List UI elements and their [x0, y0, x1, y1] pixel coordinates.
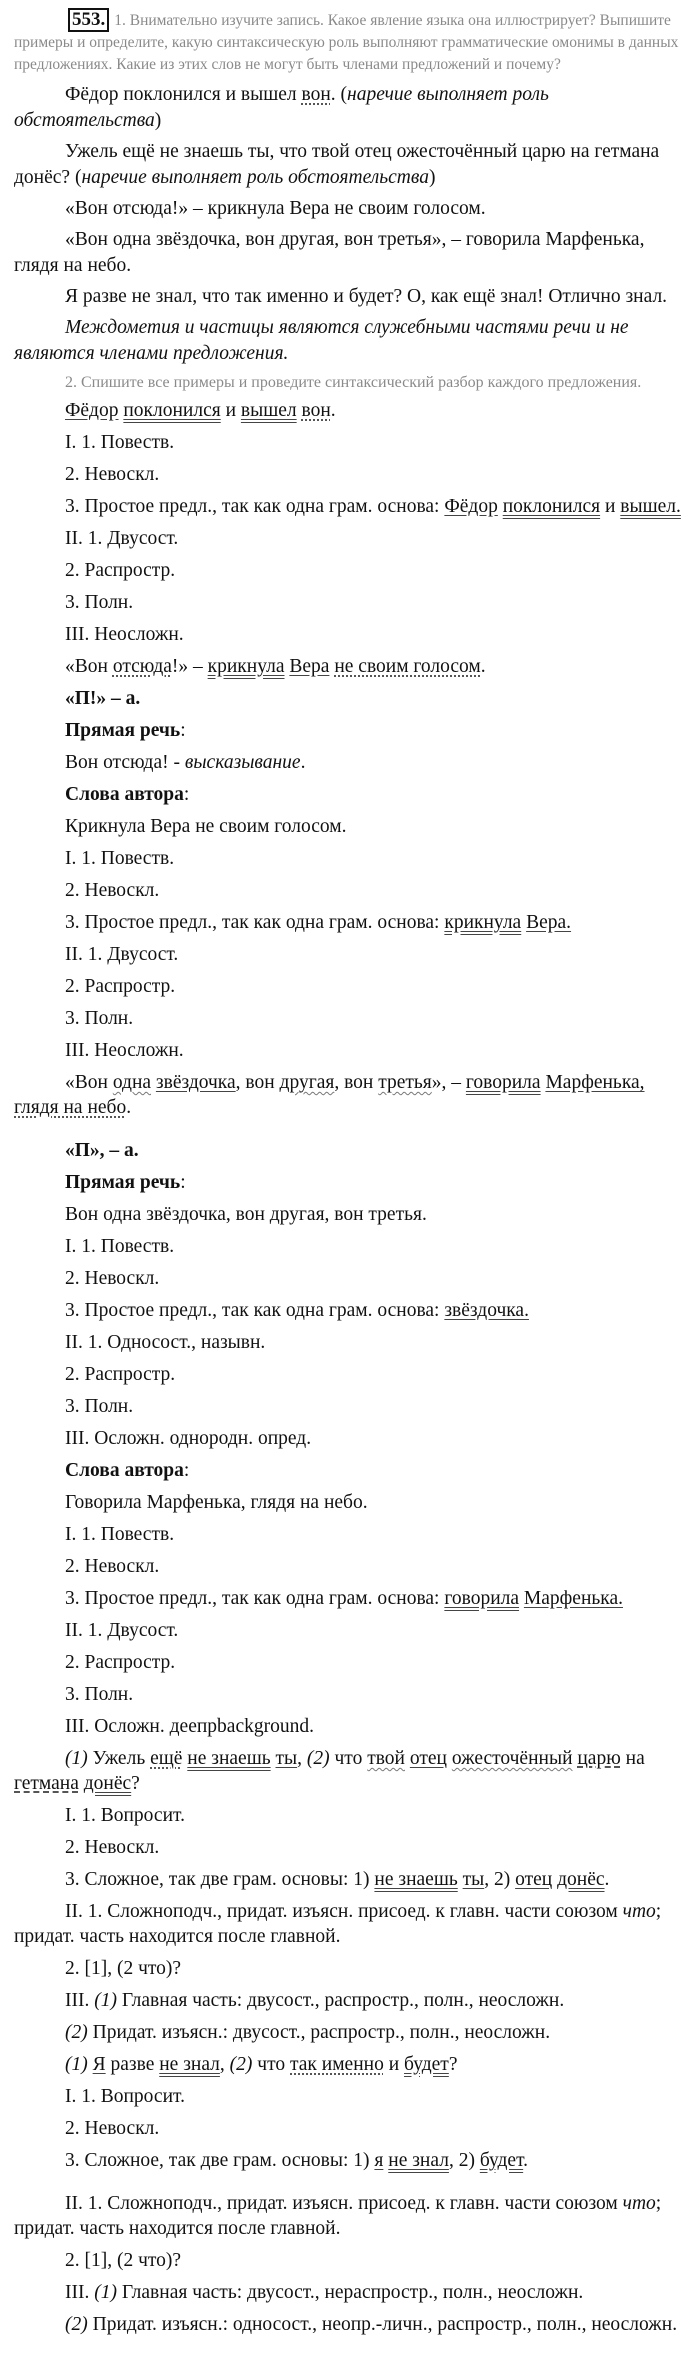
text-segment: : — [180, 1172, 186, 1193]
analysis-line — [14, 2312, 692, 2337]
text-segment: Крикнула Вера не своим голосом. — [65, 816, 347, 837]
text-segment: !» – — [171, 656, 208, 677]
text-segment: . — [126, 1097, 132, 1118]
text-segment: ; придат. часть находится после главной. — [14, 1901, 662, 1947]
text-segment: », – — [431, 1072, 466, 1093]
marked-text-u: отец — [515, 1869, 553, 1890]
text-segment: , вон — [235, 1072, 280, 1093]
analysis-line — [14, 590, 692, 615]
analysis-line — [14, 1070, 692, 1120]
example-paragraph — [14, 82, 692, 134]
text-segment: 3. Простое предл., так как одна грам. основа: — [65, 1588, 445, 1609]
analysis-line — [14, 878, 692, 903]
marked-text-uu: говорила — [465, 1072, 541, 1093]
text-segment: 3. Простое предл., так как одна грам. основа: — [65, 1300, 445, 1321]
analysis-line — [14, 1362, 692, 1387]
marked-text-uu: говорила — [444, 1588, 520, 1609]
text-segment: III. Осложн. деепрbackground. — [65, 1716, 314, 1737]
analysis-line — [14, 2248, 692, 2273]
text-segment: , 2) — [484, 1869, 516, 1890]
marked-text-i: (1) — [94, 1990, 117, 2011]
marked-text-u: Я — [92, 2054, 106, 2075]
marked-text-uu: не знал — [159, 2054, 220, 2075]
analysis-line — [14, 1202, 692, 1227]
text-segment: что — [252, 2054, 290, 2075]
text-segment: , — [219, 2054, 230, 2075]
analysis-line — [14, 1956, 692, 1981]
analysis-line — [14, 462, 692, 487]
marked-text-uu: донёс — [83, 1773, 132, 1794]
text-segment: . — [523, 2150, 529, 2171]
text-segment: . ( — [330, 84, 348, 105]
text-segment: I. 1. Повеств. — [65, 1236, 175, 1257]
text-segment: «Вон одна звёздочка, вон другая, вон третья», – говорила Марфенька, глядя на небо. — [14, 229, 645, 276]
text-segment: 2. Невоскл. — [65, 1556, 160, 1577]
text-segment: 2. [1], (2 что)? — [65, 1958, 182, 1979]
text-segment: 2. Распростр. — [65, 560, 176, 581]
analysis-line — [14, 622, 692, 647]
marked-text-u: ты — [462, 1869, 485, 1890]
analysis-line — [14, 1835, 692, 1860]
text-segment: 2. Невоскл. — [65, 880, 160, 901]
text-segment: : — [183, 784, 190, 805]
analysis-line — [14, 1618, 692, 1643]
analysis-line — [14, 846, 692, 871]
text-segment: 3. Сложное, так две грам. основы: 1) — [65, 2150, 375, 2171]
text-segment: Главная часть: двусост., распростр., полн., неосложн. — [116, 1990, 565, 2011]
text-segment: : — [183, 1460, 190, 1481]
marked-text-dot: отсюда — [112, 656, 172, 677]
marked-text-u: Марфенька, — [545, 1072, 645, 1093]
exercise-number: 553. — [68, 8, 109, 32]
marked-text-uu: поклонился — [502, 496, 601, 517]
analysis-line — [14, 494, 692, 519]
text-segment: , — [297, 1748, 307, 1769]
text-segment: III. Осложн. однородн. опред. — [65, 1428, 312, 1449]
marked-text-uu: поклонился — [123, 400, 221, 421]
analysis-line — [14, 942, 692, 967]
marked-text-uu: крикнула — [444, 912, 522, 933]
marked-text-u: Марфенька. — [523, 1588, 623, 1609]
marked-text-u: Фёдор — [65, 400, 119, 421]
marked-text-u: я — [374, 2150, 384, 2171]
analysis-line — [14, 430, 692, 455]
marked-text-uu: донёс — [557, 1869, 605, 1890]
text-segment: II. 1. Сложноподч., придат. изъясн. присоед. к главн. части союзом — [65, 2193, 623, 2214]
text-segment: и — [220, 400, 241, 421]
text-segment: I. 1. Вопросит. — [65, 1805, 185, 1826]
text-segment: . — [330, 400, 336, 421]
text-segment: . — [604, 1869, 610, 1890]
analysis-line — [14, 1522, 692, 1547]
text-segment: Ужель ещё не знаешь ты, что твой отец ожесточённый царю на гетмана донёс? ( — [14, 141, 660, 188]
analysis-line — [14, 910, 692, 935]
marked-text-b: Прямая речь — [65, 720, 181, 741]
text-segment: I. 1. Повеств. — [65, 1524, 175, 1545]
analysis-line — [14, 1006, 692, 1031]
text-segment: II. 1. Двусост. — [65, 944, 179, 965]
text-segment: 3. Полн. — [65, 592, 134, 613]
text-segment: 2. Невоскл. — [65, 1268, 160, 1289]
analysis-line — [14, 1867, 692, 1892]
marked-text-u: отец — [409, 1748, 447, 1769]
analysis-line — [14, 2116, 692, 2141]
marked-text-uu: не знаешь — [374, 1869, 458, 1890]
text-segment: 2. [1], (2 что)? — [65, 2250, 182, 2271]
marked-text-i: что — [622, 1901, 656, 1922]
marked-text-wave: третья — [378, 1072, 432, 1093]
marked-text-i: наречие выполняет роль обстоятельства — [14, 84, 549, 131]
text-segment: 2. Спишите все примеры и проведите синтаксический разбор каждого предложения. — [65, 374, 642, 391]
analysis-line — [14, 1458, 692, 1483]
analysis-line — [14, 1554, 692, 1579]
text-segment: III. — [65, 1990, 95, 2011]
text-segment: «Вон отсюда!» – крикнула Вера не своим голосом. — [65, 198, 486, 219]
text-segment: Главная часть: двусост., нераспростр., полн., неосложн. — [116, 2282, 584, 2303]
marked-text-dot: не своим голосом — [334, 656, 481, 677]
analysis-line — [14, 1266, 692, 1291]
text-segment: . — [480, 656, 486, 677]
analysis-line — [14, 1746, 692, 1796]
marked-text-i: (2) — [306, 1748, 330, 1769]
example-paragraph — [14, 196, 692, 222]
marked-text-b: Слова автора — [65, 1460, 184, 1481]
analysis-line — [14, 1298, 692, 1323]
analysis-line — [14, 1490, 692, 1515]
analysis-line — [14, 1394, 692, 1419]
text-segment: 3. Сложное, так две грам. основы: 1) — [65, 1869, 375, 1890]
analysis-line — [14, 2084, 692, 2109]
marked-text-uu: вышел — [240, 400, 297, 421]
marked-text-i: (1) — [65, 2054, 88, 2075]
marked-text-i: (1) — [94, 2282, 117, 2303]
analysis-line — [14, 1038, 692, 1063]
analysis-line — [14, 1714, 692, 1739]
text-segment: ) — [154, 110, 162, 131]
marked-text-i: (2) — [229, 2054, 253, 2075]
text-segment: II. 1. Односост., назывн. — [65, 1332, 266, 1353]
marked-text-uu: будет — [479, 2150, 524, 2171]
marked-text-wave: твой — [367, 1748, 405, 1769]
analysis-line — [14, 2280, 692, 2305]
marked-text-i: (2) — [65, 2314, 88, 2335]
analysis-line — [14, 1138, 692, 1163]
analysis-line — [14, 1586, 692, 1611]
text-segment: Ужель — [87, 1748, 151, 1769]
analysis-line — [14, 1650, 692, 1675]
analysis-line — [14, 1234, 692, 1259]
example-paragraph — [14, 284, 692, 310]
example-paragraph — [14, 315, 692, 367]
marked-text-i: (2) — [65, 2022, 88, 2043]
text-segment: II. 1. Двусост. — [65, 1620, 179, 1641]
analysis-line — [14, 1803, 692, 1828]
marked-text-b: «П», – а. — [65, 1140, 139, 1161]
text-segment: Придат. изъясн.: двусост., распростр., полн., неосложн. — [87, 2022, 551, 2043]
text-segment: : — [180, 720, 186, 741]
marked-text-b: «П!» – а. — [65, 688, 141, 709]
text-segment: 3. Простое предл., так как одна грам. основа: — [65, 912, 445, 933]
analysis-line — [14, 1426, 692, 1451]
text-segment: I. 1. Повеств. — [65, 432, 175, 453]
marked-text-wave: ожесточённый — [451, 1748, 573, 1769]
marked-text-uu: не знаешь — [187, 1748, 271, 1769]
marked-text-dot: глядя на небо — [14, 1097, 127, 1118]
text-segment: 3. Полн. — [65, 1008, 134, 1029]
marked-text-wave: одна — [112, 1072, 152, 1093]
marked-text-uu: будет — [404, 2054, 449, 2075]
analysis-line — [14, 974, 692, 999]
marked-text-u: звёздочка. — [444, 1300, 529, 1321]
analysis-line — [14, 782, 692, 807]
text-segment: ? — [448, 2054, 458, 2075]
marked-text-dash: царю — [577, 1748, 621, 1769]
analysis-line — [14, 654, 692, 679]
marked-text-wave: другая — [279, 1072, 335, 1093]
marked-text-i: наречие выполняет роль обстоятельства — [81, 167, 429, 188]
text-segment: III. Неосложн. — [65, 1040, 184, 1061]
text-segment: 3. Простое предл., так как одна грам. основа: — [65, 496, 445, 517]
marked-text-b: Прямая речь — [65, 1172, 181, 1193]
text-segment: 2. Невоскл. — [65, 1837, 160, 1858]
analysis-line — [14, 526, 692, 551]
analysis-line — [14, 398, 692, 423]
marked-text-dot: ещё — [150, 1748, 183, 1769]
analysis-line — [14, 1899, 692, 1949]
text-segment: . — [300, 752, 306, 773]
analysis-line — [14, 558, 692, 583]
marked-text-u: Вера. — [526, 912, 572, 933]
task-statement — [14, 8, 692, 76]
text-segment: Вон отсюда! - — [65, 752, 185, 773]
marked-text-u: ты — [275, 1748, 298, 1769]
analysis-line — [14, 814, 692, 839]
example-paragraph — [14, 227, 692, 279]
text-segment: ? — [131, 1773, 140, 1794]
analysis-section — [14, 398, 692, 2337]
marked-text-i: высказывание — [184, 752, 301, 773]
text-segment: ) — [428, 167, 436, 188]
analysis-line — [14, 1988, 692, 2013]
text-segment: II. 1. Сложноподч., придат. изъясн. присоед. к главн. части союзом — [65, 1901, 623, 1922]
text-segment: 2. Распростр. — [65, 1364, 176, 1385]
analysis-line — [14, 2020, 692, 2045]
text-segment: разве — [105, 2054, 160, 2075]
analysis-line — [14, 686, 692, 711]
marked-text-u: Вера — [289, 656, 330, 677]
marked-text-u: звёздочка — [155, 1072, 236, 1093]
text-segment: 3. Полн. — [65, 1396, 134, 1417]
marked-text-u: Фёдор — [444, 496, 498, 517]
analysis-line — [14, 2148, 692, 2173]
text-segment: 2. Распростр. — [65, 976, 176, 997]
text-segment: 2. Невоскл. — [65, 2118, 160, 2139]
task-text: 1. Внимательно изучите запись. Какое явление языка она иллюстрирует? Выпишите примеры и определите, какую синтаксическую роль выполняют грамматические омонимы в данных предложениях. Какие из этих слов не могут быть членами предложений и почему? — [14, 12, 679, 73]
marked-text-i: Междометия и частицы являются служебными частями речи и не являются членами предложения. — [14, 317, 629, 364]
marked-text-b: Слова автора — [65, 784, 184, 805]
text-segment: 3. Полн. — [65, 1684, 134, 1705]
analysis-line — [14, 718, 692, 743]
text-segment: , вон — [334, 1072, 379, 1093]
text-segment: «Вон — [65, 656, 113, 677]
analysis-line — [14, 750, 692, 775]
text-segment: Фёдор поклонился и вышел — [65, 84, 302, 105]
marked-text-i: (1) — [65, 1748, 88, 1769]
example-paragraph — [14, 372, 692, 393]
text-segment: Я разве не знал, что так именно и будет? О, как ещё знал! Отлично знал. — [65, 286, 668, 307]
analysis-line — [14, 1682, 692, 1707]
text-segment: «Вон — [65, 1072, 113, 1093]
text-segment: II. 1. Двусост. — [65, 528, 179, 549]
text-segment: III. — [65, 2282, 95, 2303]
text-segment: Вон одна звёздочка, вон другая, вон третья. — [65, 1204, 427, 1225]
marked-text-uu: крикнула — [207, 656, 285, 677]
analysis-line — [14, 2191, 692, 2241]
text-segment: Говорила Марфенька, глядя на небо. — [65, 1492, 368, 1513]
text-segment: III. Неосложн. — [65, 624, 184, 645]
text-segment: что — [329, 1748, 368, 1769]
text-segment: 2. Невоскл. — [65, 464, 160, 485]
example-paragraph — [14, 139, 692, 191]
marked-text-dot: так именно — [290, 2054, 384, 2075]
text-segment: и — [383, 2054, 405, 2075]
analysis-line — [14, 1170, 692, 1195]
text-segment: , 2) — [448, 2150, 480, 2171]
analysis-line — [14, 1330, 692, 1355]
text-segment: I. 1. Повеств. — [65, 848, 175, 869]
examples-section — [14, 82, 692, 393]
marked-text-uu: вышел. — [620, 496, 681, 517]
marked-text-dot: вон — [301, 84, 331, 105]
text-segment: на — [620, 1748, 645, 1769]
text-segment: ; придат. часть находится после главной. — [14, 2193, 662, 2239]
text-segment: и — [600, 496, 621, 517]
text-segment: I. 1. Вопросит. — [65, 2086, 185, 2107]
marked-text-uu: не знал — [388, 2150, 449, 2171]
analysis-line — [14, 2052, 692, 2077]
marked-text-dash: гетмана — [14, 1773, 79, 1794]
marked-text-dot: вон — [301, 400, 331, 421]
text-segment: 2. Распростр. — [65, 1652, 176, 1673]
marked-text-i: что — [622, 2193, 656, 2214]
text-segment: Придат. изъясн.: односост., неопр.-личн., распростр., полн., неосложн. — [87, 2314, 678, 2335]
